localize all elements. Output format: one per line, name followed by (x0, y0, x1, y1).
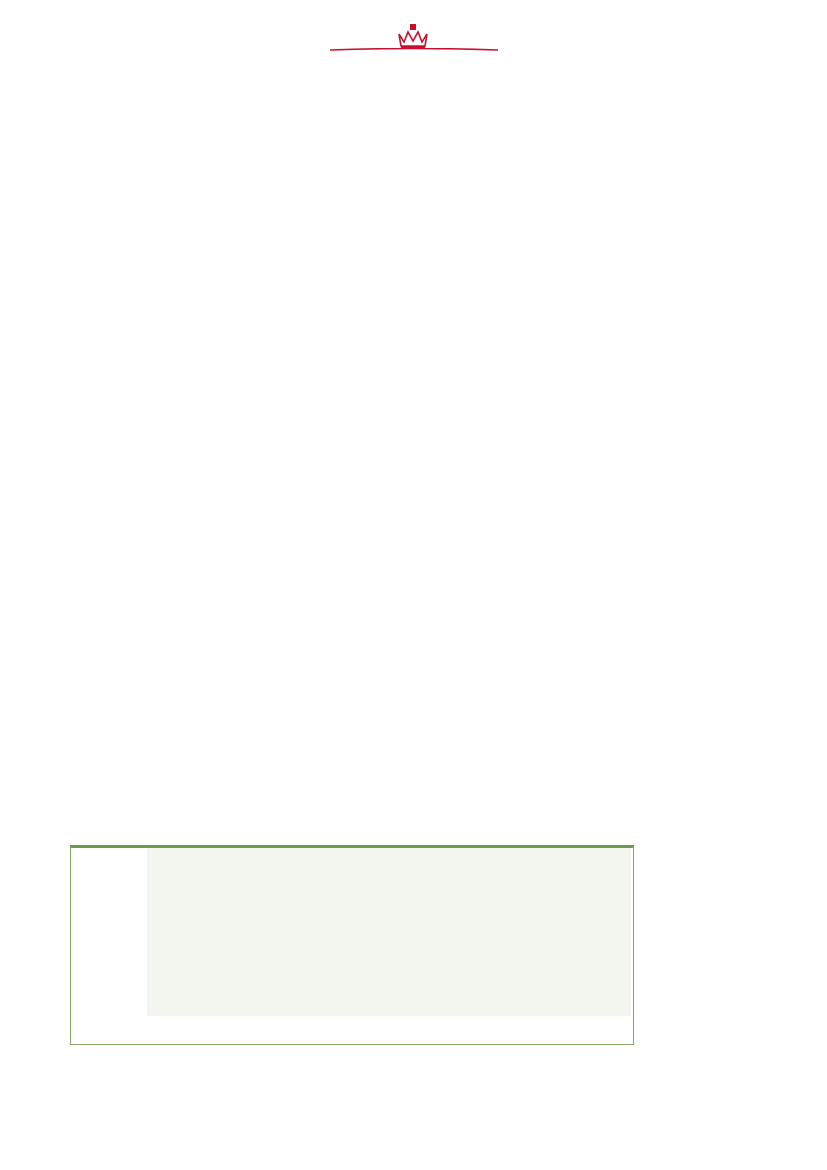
letter-body (78, 372, 578, 390)
contact-block (622, 368, 822, 512)
logo (330, 20, 498, 90)
contact-fax (622, 406, 822, 426)
contact-tel (622, 386, 822, 406)
crown-icon (396, 24, 430, 50)
table-header (146, 820, 632, 842)
table-shade (147, 848, 631, 1016)
